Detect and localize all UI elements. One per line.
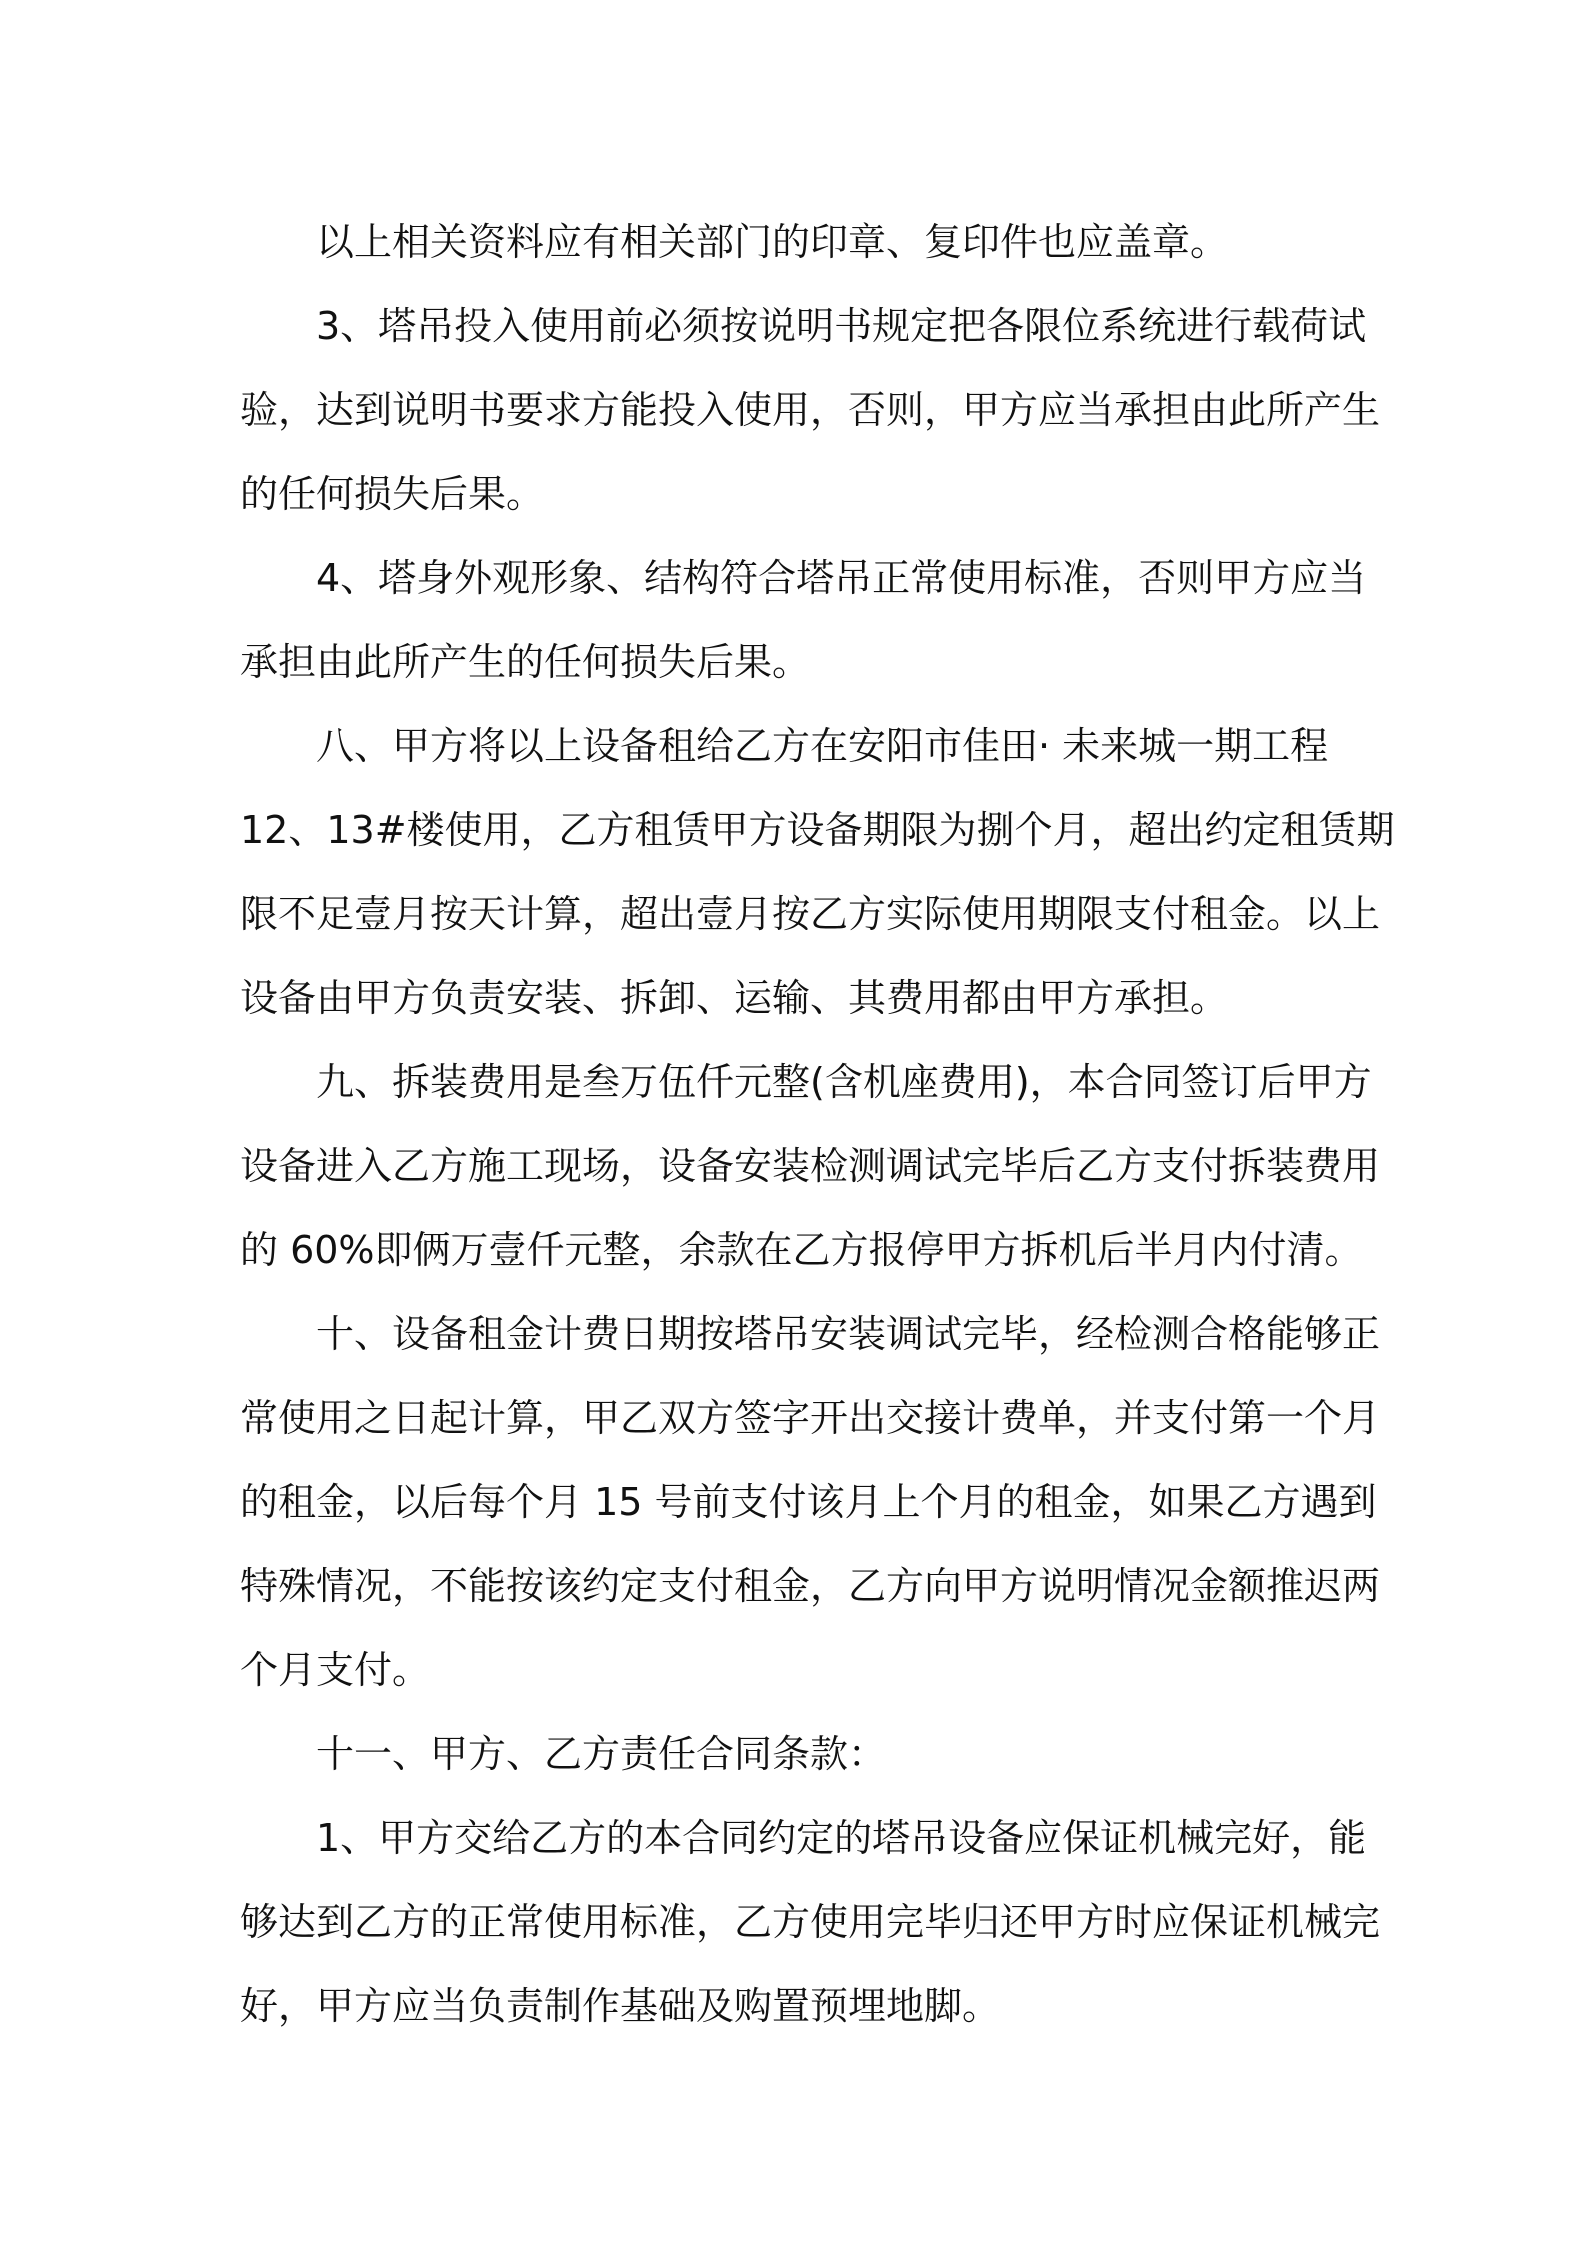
paragraph-line: 以上相关资料应有相关部门的印章、复印件也应盖章。	[316, 220, 1229, 264]
paragraph-line: 4、塔身外观形象、结构符合塔吊正常使用标准，否则甲方应当	[316, 556, 1367, 600]
paragraph-line: 常使用之日起计算，甲乙双方签字开出交接计费单，并支付第一个月	[240, 1396, 1381, 1440]
paragraph-line: 1、甲方交给乙方的本合同约定的塔吊设备应保证机械完好，能	[316, 1816, 1367, 1860]
paragraph-line: 3、塔吊投入使用前必须按说明书规定把各限位系统进行载荷试	[316, 304, 1367, 348]
paragraph-line: 的任何损失后果。	[240, 472, 545, 516]
paragraph-line: 设备由甲方负责安装、拆卸、运输、其费用都由甲方承担。	[240, 976, 1229, 1020]
paragraph-line: 好，甲方应当负责制作基础及购置预埋地脚。	[240, 1984, 1001, 2028]
paragraph-line: 八、甲方将以上设备租给乙方在安阳市佳田· 未来城一期工程	[316, 724, 1329, 768]
paragraph-line: 个月支付。	[240, 1648, 431, 1692]
document-body	[240, 200, 1395, 2048]
paragraph-line: 验，达到说明书要求方能投入使用，否则，甲方应当承担由此所产生	[240, 388, 1381, 432]
paragraph-line: 限不足壹月按天计算，超出壹月按乙方实际使用期限支付租金。以上	[240, 892, 1381, 936]
section-heading: 十一、甲方、乙方责任合同条款：	[316, 1732, 887, 1776]
paragraph-line: 12、13#楼使用，乙方租赁甲方设备期限为捌个月，超出约定租赁期	[240, 808, 1395, 852]
paragraph-line: 的租金，以后每个月 15 号前支付该月上个月的租金，如果乙方遇到	[240, 1480, 1377, 1524]
paragraph-line: 的 60%即俩万壹仟元整，余款在乙方报停甲方拆机后半月内付清。	[240, 1228, 1363, 1272]
paragraph-line: 承担由此所产生的任何损失后果。	[240, 640, 811, 684]
paragraph-line: 十、设备租金计费日期按塔吊安装调试完毕，经检测合格能够正	[316, 1312, 1381, 1356]
paragraph-line: 特殊情况，不能按该约定支付租金，乙方向甲方说明情况金额推迟两	[240, 1564, 1381, 1608]
paragraph-line: 设备进入乙方施工现场，设备安装检测调试完毕后乙方支付拆装费用	[240, 1144, 1381, 1188]
paragraph-line: 够达到乙方的正常使用标准，乙方使用完毕归还甲方时应保证机械完	[240, 1900, 1381, 1944]
paragraph-line: 九、拆装费用是叁万伍仟元整(含机座费用)，本合同签订后甲方	[316, 1060, 1372, 1104]
